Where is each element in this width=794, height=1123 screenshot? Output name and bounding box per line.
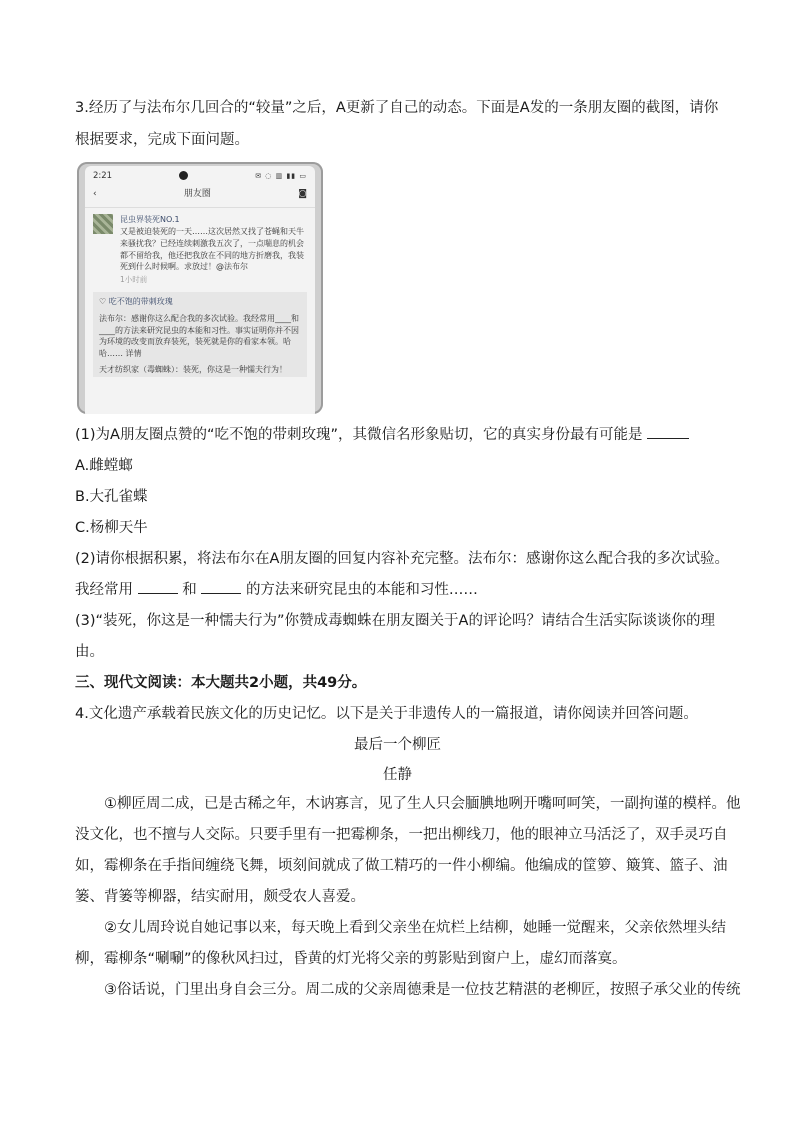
- q3-intro-line1: 3.经历了与法布尔几回合的“较量”之后，A更新了自己的动态。下面是A发的一条朋友圈的截图，请你: [75, 100, 719, 116]
- q3-sub1-text: (1)为A朋友圈点赞的“吃不饱的带刺玫瑰”，其微信名形象贴切，它的真实身份最有可能是: [75, 426, 643, 443]
- q3-sub2-line1: (2)请你根据积累，将法布尔在A朋友圈的回复内容补充完整。法布尔：感谢你这么配合我的多次试验。: [75, 550, 729, 567]
- article-body: [75, 789, 741, 1006]
- q3-option-b: B.大孔雀蝶: [75, 488, 148, 505]
- para3-line1: ③俗话说，门里出身自会三分。周二成的父亲周德秉是一位技艺精湛的老柳匠，按照子承父业的传统: [104, 981, 741, 998]
- comment-spider: 天才纺织家（毒蜘蛛）：装死，你这是一种懦夫行为！: [93, 362, 307, 378]
- front-camera-icon: [179, 171, 188, 180]
- status-time: 2:21: [93, 170, 113, 181]
- likes-row: [93, 292, 307, 312]
- para2-line2: 柳，霉柳条“唰唰”的像秋风扫过，昏黄的灯光将父亲的剪影贴到窗户上，虚幻而落寞。: [75, 950, 627, 967]
- para1-line4: 篓、背篓等柳器，结实耐用，颇受农人喜爱。: [75, 888, 365, 905]
- section3-title: 三、现代文阅读：本大题共2小题，共49分。: [75, 674, 367, 691]
- q3-sub2-text-b: 和: [182, 581, 197, 598]
- q3-sub2-line2: [75, 575, 720, 606]
- q3-intro-line2: 根据要求，完成下面问题。: [75, 131, 249, 148]
- heart-icon: ♡: [99, 296, 107, 306]
- moments-title: 朋友圈: [183, 188, 211, 199]
- like-name: 吃不饱的带刺玫瑰: [108, 296, 173, 306]
- back-icon: ‹: [93, 188, 97, 199]
- poster-name: 昆虫界装死NO.1: [120, 214, 180, 224]
- comment-fabre: 法布尔：感谢你这么配合我的多次试验。我经常用____和____的方法来研究昆虫的本能和习性。事实证明你并不因为环境的改变而放弃装死，装死就是你的看家本领。哈哈…… 详情: [93, 311, 307, 361]
- q3-sub2-text-c: 的方法来研究昆虫的本能和习性……: [245, 581, 478, 598]
- article-author: 任静: [383, 766, 412, 783]
- q3-sub1-blank[interactable]: [647, 438, 689, 439]
- q3-option-a: A.雌螳螂: [75, 457, 133, 474]
- q3-sub1: [75, 420, 720, 451]
- article-title: 最后一个柳匠: [354, 736, 441, 753]
- para1-line3: 如，霉柳条在手指间缠绕飞舞，顷刻间就成了做工精巧的一件小柳编。他编成的筐箩、簸箕、篮子、油: [75, 857, 728, 874]
- post-time: 1小时前: [120, 274, 148, 284]
- exam-page: [75, 98, 741, 1006]
- status-icons: ✉ ◌ ▥ ▮▮ ▭: [255, 171, 307, 180]
- moments-navbar: [85, 182, 315, 208]
- phone-screen: [85, 166, 315, 414]
- wechat-moments-screenshot: [77, 162, 323, 414]
- q3-sub3-line1: (3)“装死，你这是一种懦夫行为”你赞成毒蜘蛛在朋友圈关于A的评论吗？请结合生活实际谈谈你的理: [75, 612, 715, 629]
- moments-post: [85, 208, 315, 286]
- avatar: [93, 214, 113, 234]
- q3-sub3-line2: 由。: [75, 643, 104, 660]
- q4-intro: 4.文化遗产承载着民族文化的历史记忆。以下是关于非遗传人的一篇报道，请你阅读并回答问题。: [75, 705, 698, 722]
- para1-line1: ①柳匠周二成，已是古稀之年，木讷寡言，见了生人只会腼腆地咧开嘴呵呵笑，一副拘谨的模样。他: [104, 795, 741, 812]
- camera-icon: ◙: [298, 188, 307, 199]
- para1-line2: 没文化，也不擅与人交际。只要手里有一把霉柳条，一把出柳线刀，他的眼神立马活泛了，双手灵巧自: [75, 826, 728, 843]
- status-bar: [85, 166, 315, 182]
- q3-sub2-blank-1[interactable]: [138, 593, 178, 594]
- para2-line1: ②女儿周玲说自她记事以来，每天晚上看到父亲坐在炕栏上结柳，她睡一觉醒来，父亲依然埋头结: [104, 919, 726, 936]
- q3-sub2-text-a: 我经常用: [75, 581, 133, 598]
- q3-sub2-blank-2[interactable]: [201, 593, 241, 594]
- post-text: 又是被迫装死的一天……这次居然又找了苍蝇和天牛来骚扰我？已经连续刺激我五次了，一点喘息的机会都不留给我，他还把我放在不同的地方折磨我，我装死到什么时候啊。求放过！@法布尔: [120, 227, 304, 272]
- post-body: [120, 214, 307, 286]
- q3-option-c: C.杨柳天牛: [75, 519, 148, 536]
